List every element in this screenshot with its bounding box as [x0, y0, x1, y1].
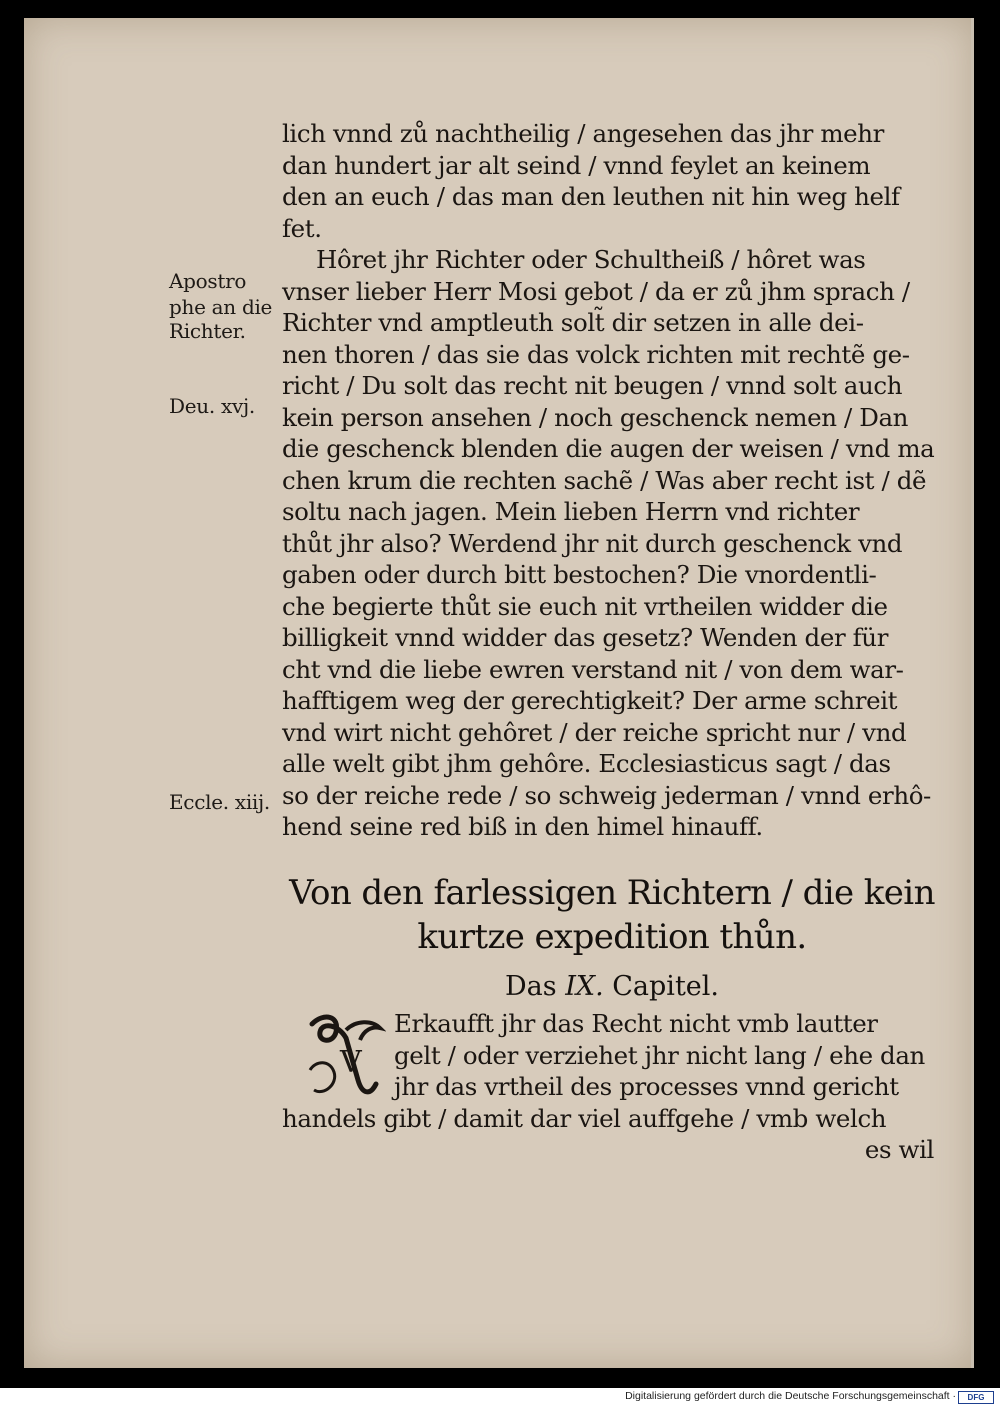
text-line: hend seine red biß in den himel hinauff.: [282, 812, 763, 841]
text-line: vnd wirt nicht gehôret / der reiche spricht nur / vnd: [282, 717, 907, 747]
text-line: alle welt gibt jhm gehôre. Ecclesiasticus sagt / das: [282, 749, 891, 778]
text-line: vnser lieber Herr Mosi gebot / da er zů jhm sprach /: [282, 276, 910, 306]
text-line: nen thoren / das sie das volck richten mit rechtẽ ge-: [282, 339, 910, 369]
text-line: Richter vnd amptleuth solt̃ dir setzen in alle dei-: [282, 308, 864, 337]
text-line: jhr das vrtheil des processes vnnd gericht: [394, 1072, 899, 1101]
book-page: [24, 18, 974, 1368]
dfg-logo[interactable]: DFG: [958, 1391, 994, 1404]
text-line: cht vnd die liebe ewren verstand nit / von dem war-: [282, 654, 904, 684]
text-line: hafftigem weg der gerechtigkeit? Der arme schreit: [282, 686, 898, 715]
text-line: gelt / oder verziehet jhr nicht lang / ehe dan: [394, 1040, 925, 1070]
chapter-body: [282, 1008, 942, 1166]
margin-note: Eccle. xiij.: [169, 790, 270, 814]
margin-note: Deu. xvj.: [169, 394, 255, 418]
text-line: chen krum die rechten sachẽ / Was aber recht ist / dẽ: [282, 465, 927, 495]
text-line: che begierte thůt sie euch nit vrtheilen widder die: [282, 591, 888, 621]
chapter-roman: IX.: [565, 971, 604, 1002]
funding-credit: Digitalisierung gefördert durch die Deutsche Forschungsgemeinschaft ·: [625, 1390, 956, 1402]
text-line: den an euch / das man den leuthen nit hin weg helf: [282, 182, 900, 211]
chapter-suffix: Capitel.: [612, 971, 719, 1002]
text-line: soltu nach jagen. Mein lieben Herrn vnd richter: [282, 497, 860, 526]
heading-line: kurtze expedition thůn.: [417, 917, 807, 957]
margin-note: Apostro: [169, 269, 247, 293]
chapter-prefix: Das: [504, 971, 557, 1002]
svg-text:V: V: [340, 1045, 362, 1080]
margin-note: phe an die: [169, 295, 273, 319]
text-line: dan hundert jar alt seind / vnnd feylet an keinem: [282, 150, 871, 180]
text-line: Erkaufft jhr das Recht nicht vmb lautter: [394, 1009, 878, 1038]
text-line: thůt jhr also? Werdend jhr nit durch geschenck vnd: [282, 528, 903, 558]
text-line: billigkeit vnnd widder das gesetz? Wenden der für: [282, 623, 888, 652]
text-line: gaben oder durch bitt bestochen? Die vnordentli-: [282, 560, 877, 589]
text-line: Hôret jhr Richter oder Schultheiß / hôret was: [316, 245, 866, 274]
chapter-number: [282, 970, 942, 1004]
text-line: handels gibt / damit dar viel auffgehe / vmb welch: [282, 1103, 887, 1133]
body-text: [282, 118, 942, 843]
text-line: richt / Du solt das recht nit beugen / vnnd solt auch: [282, 371, 903, 400]
margin-note: Richter.: [169, 319, 246, 343]
text-line: lich vnnd zů nachtheilig / angesehen das jhr mehr: [282, 119, 884, 148]
chapter-heading: [282, 871, 942, 959]
text-line: die geschenck blenden die augen der weisen / vnd ma: [282, 434, 935, 463]
text-line: fet.: [282, 213, 322, 243]
catchword: es wil: [864, 1135, 934, 1164]
text-line: so der reiche rede / so schweig jederman / vnnd erhô-: [282, 780, 931, 810]
text-line: kein person ansehen / noch geschenck nemen / Dan: [282, 402, 909, 432]
heading-line: Von den farlessigen Richtern / die kein: [289, 873, 935, 913]
